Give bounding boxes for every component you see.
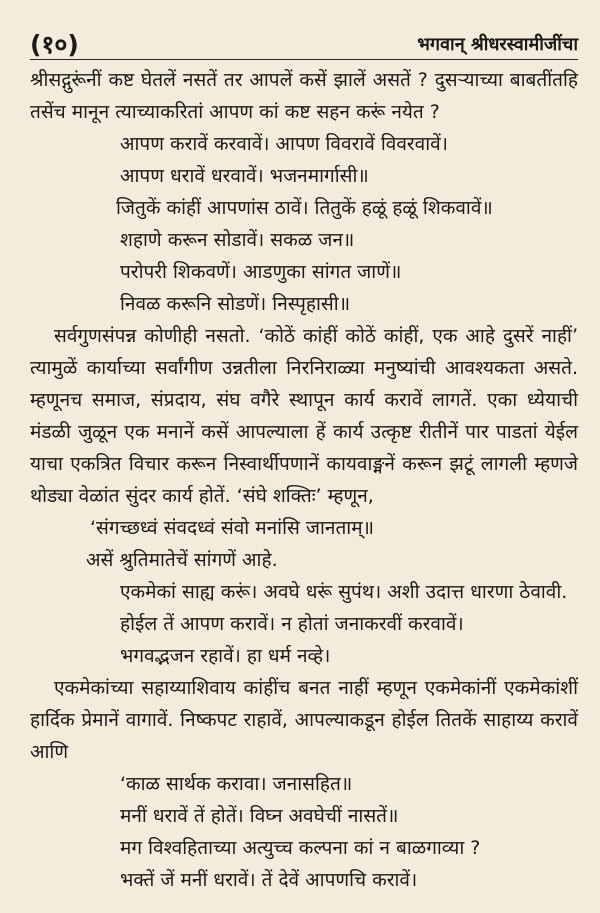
verse-line: होईल तें आपण करावें। न होतां जनाकरवीं करवावें। — [120, 613, 464, 635]
verse-line: भगवद्भजन रहावें। हा धर्म नव्हे। — [120, 645, 331, 667]
verse-line: आपण करावें करवावें। आपण विवरावें विवरवावें। — [120, 133, 448, 155]
verse-line: शहाणे करून सोडावें। सकळ जन॥ — [120, 229, 355, 251]
verse-line: मग विश्वहिताच्या अत्युच्च कल्पना कां न बाळगाव्या ? — [120, 837, 481, 859]
sanskrit-quote: ‘संगच्छध्वं संवदध्वं संवो मनांसि जानताम्॥ — [90, 517, 374, 539]
paragraph: एकमेकांच्या सहाय्याशिवाय कांहींच बनत नाहीं म्हणून एकमेकांनीं एकमेकांशीं हार्दिक प्रेमानें वागावें. निष्कपट राहावें, आपल्याकडून होईल तितकें साहाय्य करावें आणि — [30, 677, 578, 763]
running-header — [30, 0, 578, 60]
verse-line: भक्तें जें मनीं धरावें। तें देवें आपणचि करावें। — [120, 869, 418, 891]
verse-line: परोपरी शिकवणें। आडणुका सांगत जाणें॥ — [120, 261, 402, 283]
verse-line: निवळ करूनि सोडणें। निस्पृहासी॥ — [120, 293, 351, 315]
page-number: (१०) — [30, 30, 79, 59]
verse-line: जितुकें कांहीं आपणांस ठावें। तितुकें हळूं हळूं शिकवावें॥ — [116, 197, 493, 219]
verse-line: आपण धरावें धरवावें। भजनमार्गासी॥ — [120, 165, 369, 187]
paragraph: सर्वगुणसंपन्न कोणीही नसतो. ‘कोठें कांहीं कोठें कांहीं, एक आहे दुसरें नाहीं’ त्यामुळें कार्याच्या सर्वांगीण उन्नतीला निरनिराळ्या मनुष्यांची आवश्यकता असते. म्हणूनच समाज, संप्रदाय, संघ वगैरे स्थापून कार्य करावें लागतें. एका ध्येयाची मंडळी जुळून एक मनानें कसें आपल्याला हें कार्य उत्कृष्ट रीतीनें पार पाडतां येईल याचा एकत्रित विचार करून निस्वार्थीपणानें कायवाङ्मनें करून झटूं लागली म्हणजे थोड्या वेळांत सुंदर कार्य होतें. ‘संघे शक्तिः’ म्हणून, — [30, 325, 578, 507]
shruti-line: असें श्रुतिमातेचें सांगणें आहे. — [86, 549, 278, 571]
page-body — [30, 60, 578, 896]
running-title: भगवान् श्रीधरस्वामीजींचा — [417, 34, 578, 55]
paragraph: श्रीसद्गुरूंनीं कष्ट घेतलें नसतें तर आपलें कसें झालें असतें ? दुसऱ्याच्या बाबतींतहि तसेंच मानून त्याच्याकरितां आपण कां कष्ट सहन करूं नयेत ? — [30, 69, 578, 123]
verse-line: ‘काळ सार्थक करावा। जनासहित॥ — [120, 773, 353, 795]
verse-line: मनीं धरावें तें होतें। विघ्न अवघेचीं नासतें॥ — [120, 805, 399, 827]
verse-line: एकमेकां साह्य करूं। अवघे धरूं सुपंथ। अशी उदात्त धारणा ठेवावी. — [120, 581, 568, 603]
